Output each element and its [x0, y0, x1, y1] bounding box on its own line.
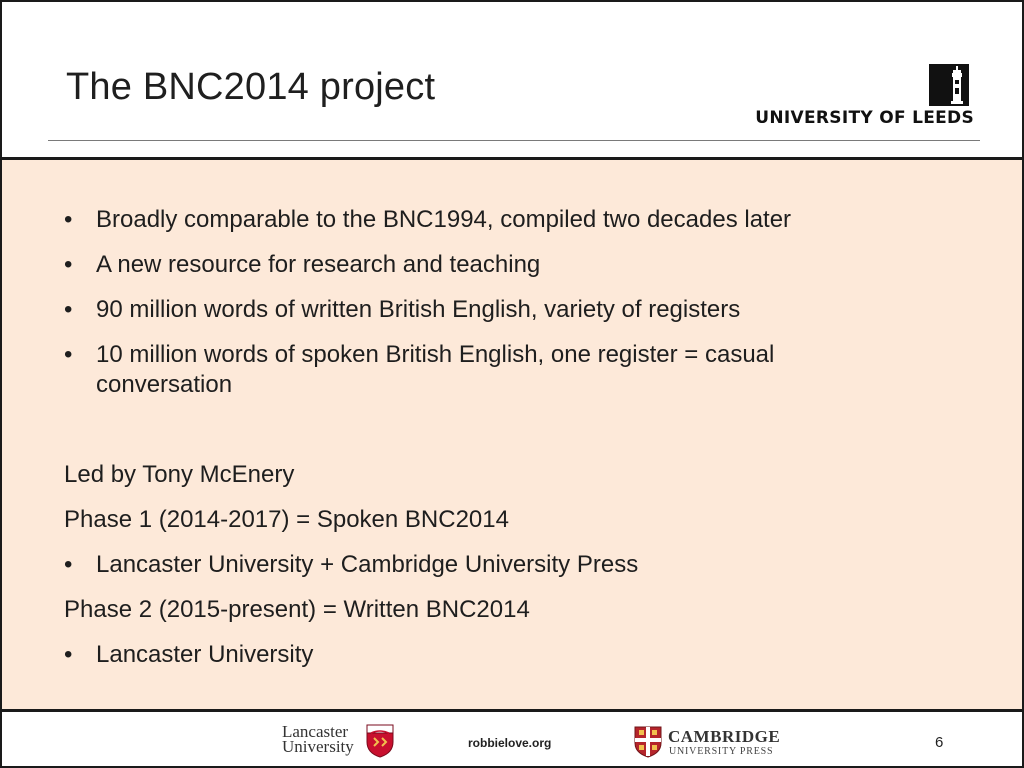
bullet-icon: •	[64, 341, 73, 368]
list-item	[64, 340, 944, 400]
slide-header	[2, 2, 1022, 157]
bullet-text: Broadly comparable to the BNC1994, compiled two decades later	[96, 206, 792, 233]
bullet-icon: •	[64, 251, 73, 278]
slide-title: The BNC2014 project	[66, 66, 436, 108]
leeds-logo-text: UNIVERSITY OF LEEDS	[755, 108, 974, 128]
lancaster-shield-icon	[366, 724, 394, 758]
cambridge-university-press-logo	[634, 726, 784, 760]
bullet-text: 10 million words of spoken British English, one register = casual conversation	[96, 341, 775, 398]
phase1-label: Phase 1 (2014-2017) = Spoken BNC2014	[64, 506, 509, 533]
lancaster-line1: Lancaster	[282, 722, 349, 741]
bullet-text: 90 million words of written British English, variety of registers	[96, 296, 741, 323]
site-url: robbielove.org	[468, 736, 552, 750]
bullet-icon: •	[64, 296, 73, 323]
bullet-text: A new resource for research and teaching	[96, 251, 541, 278]
bullet-icon: •	[64, 641, 73, 668]
slide-footer	[2, 714, 1022, 766]
cambridge-shield-icon	[634, 726, 662, 758]
bullet-icon: •	[64, 551, 73, 578]
page-number: 6	[935, 734, 944, 751]
lancaster-logo-text	[282, 724, 354, 754]
cambridge-logo-subtitle: UNIVERSITY PRESS	[669, 746, 774, 757]
slide-content	[2, 157, 1022, 712]
bullet-text: Lancaster University + Cambridge University Press	[96, 551, 639, 578]
header-divider	[48, 140, 980, 141]
lancaster-university-logo	[282, 724, 396, 760]
leeds-tower-icon	[929, 64, 969, 106]
phase2-label: Phase 2 (2015-present) = Written BNC2014	[64, 596, 530, 623]
cambridge-logo-name: CAMBRIDGE	[668, 727, 781, 746]
bullet-text: Lancaster University	[96, 641, 314, 668]
led-by-text: Led by Tony McEnery	[64, 461, 295, 488]
bullet-icon: •	[64, 206, 73, 233]
lancaster-line2: University	[282, 737, 354, 756]
university-of-leeds-logo	[750, 64, 974, 134]
